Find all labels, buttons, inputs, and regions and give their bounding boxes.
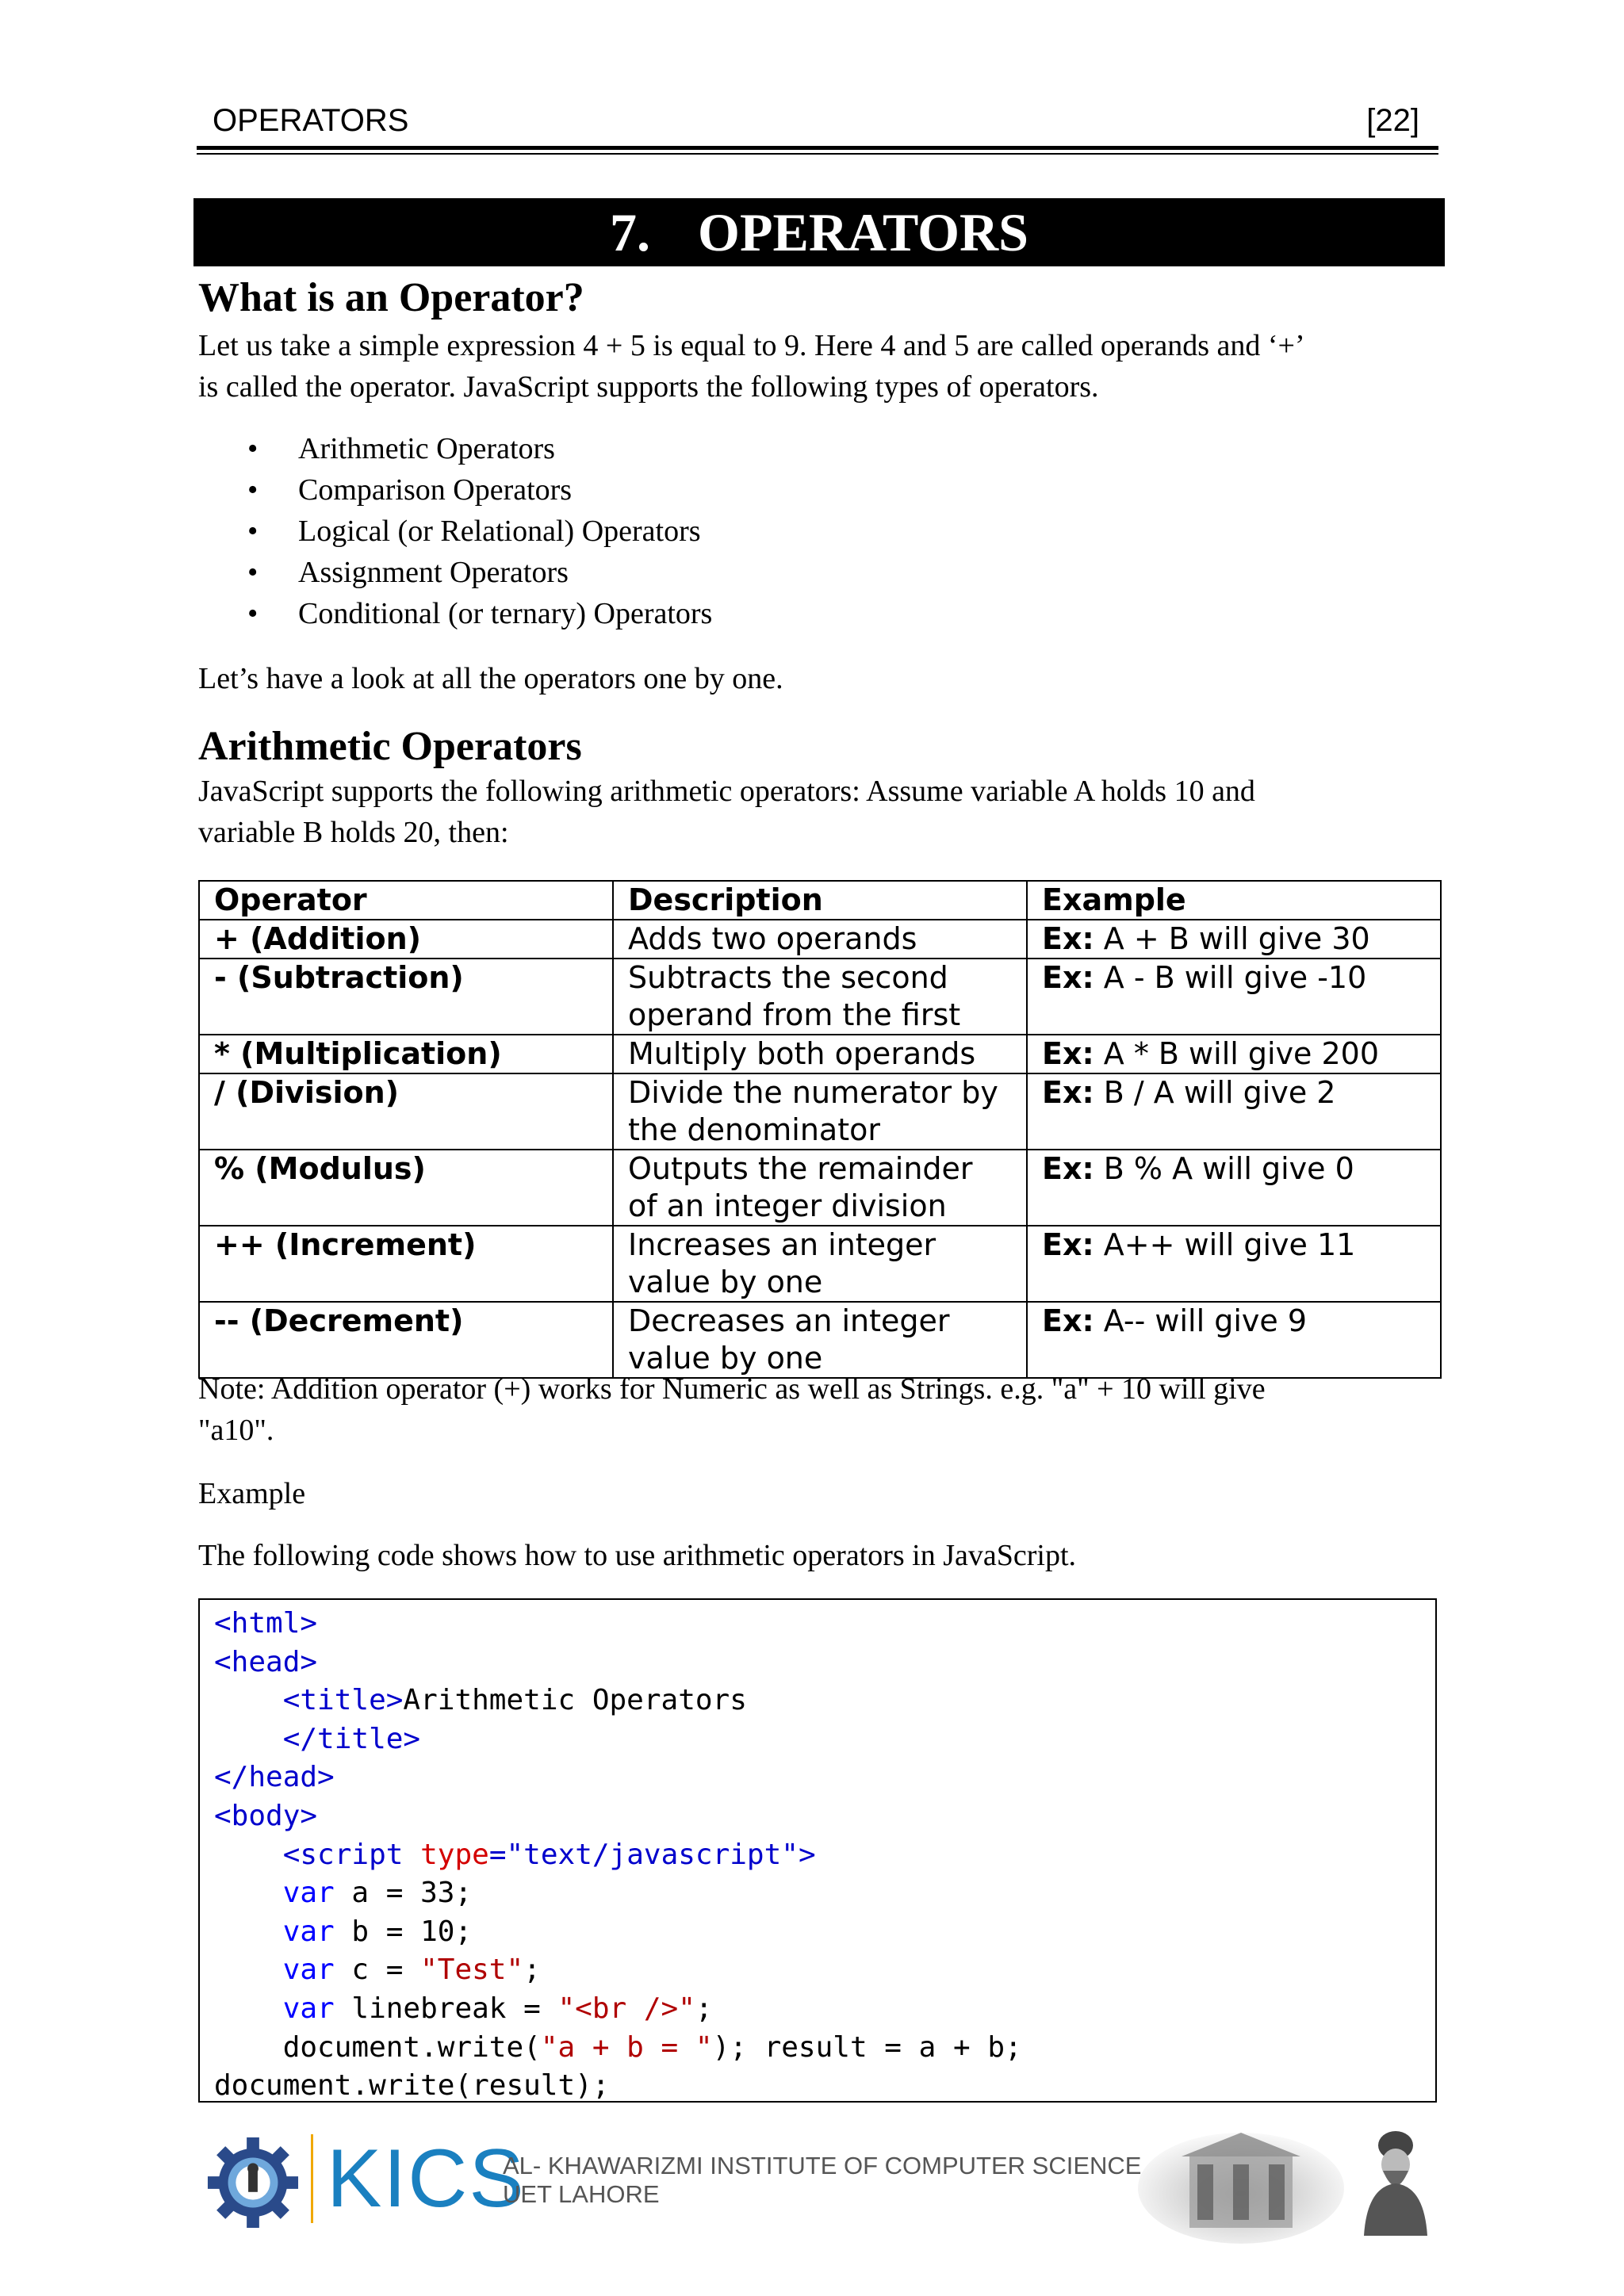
code-text: ; (695, 1992, 713, 2025)
section1-intro (198, 325, 1435, 408)
table-row (199, 920, 1441, 959)
bullet-icon: • (247, 515, 259, 548)
code-text: ); result = a + b; (712, 2030, 1022, 2064)
running-header-title: OPERATORS (213, 103, 409, 138)
description-line: Adds two operands (628, 921, 917, 956)
bullet-icon: • (247, 432, 259, 465)
section-heading-what-is-operator: What is an Operator? (198, 275, 584, 320)
section1-outro: Let’s have a look at all the operators one by one. (198, 662, 783, 695)
table-row (199, 1150, 1441, 1226)
description-cell (613, 1035, 1027, 1073)
column-header-example: Example (1027, 881, 1441, 920)
code-text: document.write( (282, 2030, 541, 2064)
operator-types-list (198, 428, 1308, 634)
list-item (198, 511, 1308, 552)
list-item-label: Conditional (or ternary) Operators (298, 597, 713, 630)
description-line: Outputs the remainder (628, 1151, 973, 1186)
bullet-icon: • (247, 473, 259, 507)
code-attribute: type (420, 1838, 489, 1871)
code-string: "Test" (420, 1954, 524, 1987)
code-line (214, 1836, 1421, 1875)
description-line: Divide the numerator by (628, 1075, 998, 1110)
code-line (214, 1758, 1421, 1797)
list-item-label: Arithmetic Operators (298, 432, 555, 465)
chapter-title: OPERATORS (698, 202, 1028, 262)
example-text: B % A will give 0 (1094, 1151, 1354, 1186)
description-line: value by one (628, 1341, 823, 1376)
code-attribute-value: "text/javascript"> (506, 1838, 816, 1871)
code-line (214, 2067, 1421, 2106)
code-keyword: var (282, 1877, 335, 1910)
table-row (199, 1073, 1441, 1150)
code-keyword: var (282, 1992, 335, 2025)
operator-cell: - (Subtraction) (199, 959, 613, 1035)
operator-cell: -- (Decrement) (199, 1302, 613, 1378)
table-row (199, 959, 1441, 1035)
description-cell (613, 1150, 1027, 1226)
section-heading-arithmetic: Arithmetic Operators (198, 724, 582, 769)
code-text: b = 10; (334, 1915, 473, 1948)
example-cell (1027, 1035, 1441, 1073)
operator-cell: / (Division) (199, 1073, 613, 1150)
table-row (199, 1226, 1441, 1302)
example-cell (1027, 1150, 1441, 1226)
section1-intro-line2: is called the operator. JavaScript supports the following types of operators. (198, 370, 1099, 404)
bullet-icon: • (247, 597, 259, 630)
code-keyword: var (282, 1954, 335, 1987)
example-label: Ex: (1042, 960, 1094, 995)
operator-cell: + (Addition) (199, 920, 613, 959)
code-tag: <title> (282, 1684, 404, 1717)
example-cell (1027, 920, 1441, 959)
operator-cell: ++ (Increment) (199, 1226, 613, 1302)
footer-separator (311, 2134, 313, 2223)
description-cell (613, 920, 1027, 959)
page-header (197, 100, 1434, 144)
code-block (198, 1598, 1437, 2103)
table-row (199, 1035, 1441, 1073)
code-line (214, 1874, 1421, 1913)
description-cell (613, 1226, 1027, 1302)
example-text: A + B will give 30 (1094, 921, 1370, 956)
chapter-number: 7. (610, 202, 651, 262)
table-header-row (199, 881, 1441, 920)
section2-intro-line1: JavaScript supports the following arithmetic operators: Assume variable A holds 10 and (198, 775, 1255, 808)
example-text: B / A will give 2 (1094, 1075, 1336, 1110)
code-text: Arithmetic Operators (403, 1684, 747, 1717)
code-string: "<br />" (557, 1992, 695, 2025)
gear-logo-icon (206, 2136, 300, 2229)
header-rule-thin (197, 153, 1438, 155)
description-line: the denominator (628, 1112, 880, 1147)
page-footer (198, 2125, 1443, 2244)
section2-intro (198, 771, 1435, 853)
code-line (214, 1797, 1421, 1836)
list-item (198, 593, 1308, 634)
example-text: A++ will give 11 (1094, 1227, 1356, 1262)
operator-cell: % (Modulus) (199, 1150, 613, 1226)
example-cell (1027, 1226, 1441, 1302)
example-label: Ex: (1042, 1303, 1094, 1338)
example-label: Ex: (1042, 921, 1094, 956)
example-cell (1027, 959, 1441, 1035)
table-row (199, 1302, 1441, 1378)
code-text: document.write(result); (214, 2069, 610, 2103)
example-intro: The following code shows how to use arithmetic operators in JavaScript. (198, 1539, 1077, 1572)
code-keyword: var (282, 1915, 335, 1948)
description-line: Decreases an integer (628, 1303, 950, 1338)
code-tag: </head> (214, 1761, 335, 1794)
institute-location: UET LAHORE (503, 2180, 660, 2208)
code-line (214, 2029, 1421, 2068)
operator-cell: * (Multiplication) (199, 1035, 613, 1073)
code-line (214, 1720, 1421, 1759)
code-tag: <script (282, 1838, 404, 1871)
code-line (214, 1605, 1421, 1644)
arithmetic-operators-table (198, 880, 1442, 1379)
code-tag: <head> (214, 1645, 318, 1678)
code-tag: <html> (214, 1607, 318, 1640)
description-cell (613, 959, 1027, 1035)
example-text: A * B will give 200 (1094, 1036, 1380, 1071)
code-line (214, 1913, 1421, 1952)
example-cell (1027, 1302, 1441, 1378)
institute-name: AL- KHAWARIZMI INSTITUTE OF COMPUTER SCIENCE (503, 2152, 1142, 2179)
note-line2: "a10". (198, 1414, 274, 1447)
list-item-label: Comparison Operators (298, 473, 573, 507)
code-line (214, 1682, 1421, 1720)
description-line: of an integer division (628, 1188, 947, 1223)
description-cell (613, 1302, 1027, 1378)
code-text: c = (334, 1954, 421, 1987)
example-label: Ex: (1042, 1227, 1094, 1262)
code-tag: = (488, 1838, 507, 1871)
chapter-title-bar (193, 198, 1445, 266)
code-text: linebreak = (334, 1992, 558, 2025)
section1-intro-line1: Let us take a simple expression 4 + 5 is equal to 9. Here 4 and 5 are called operands and ‘+’ (198, 329, 1305, 362)
code-line (214, 1644, 1421, 1682)
list-item-label: Assignment Operators (298, 556, 569, 589)
kics-logo: KICS (327, 2133, 526, 2225)
code-line (214, 1951, 1421, 1990)
note-line1: Note: Addition operator (+) works for Numeric as well as Strings. e.g. "a" + 10 will give (198, 1372, 1266, 1406)
column-header-operator: Operator (199, 881, 613, 920)
section2-intro-line2: variable B holds 20, then: (198, 816, 509, 849)
code-text: ; (523, 1954, 541, 1987)
code-tag: </title> (282, 1722, 421, 1755)
example-text: A-- will give 9 (1094, 1303, 1308, 1338)
description-line: operand from the first (628, 997, 961, 1032)
code-string: "a + b = " (540, 2030, 713, 2064)
note-paragraph (198, 1368, 1435, 1451)
description-line: Multiply both operands (628, 1036, 976, 1071)
description-line: value by one (628, 1265, 823, 1299)
code-text: a = 33; (334, 1877, 473, 1910)
description-line: Increases an integer (628, 1227, 936, 1262)
description-line: Subtracts the second (628, 960, 948, 995)
code-tag: <body> (214, 1799, 318, 1832)
example-label: Ex: (1042, 1151, 1094, 1186)
example-label: Ex: (1042, 1036, 1094, 1071)
header-rule-thick (197, 146, 1438, 150)
list-item (198, 469, 1308, 511)
example-label-text: Example (198, 1477, 306, 1510)
example-text: A - B will give -10 (1094, 960, 1367, 995)
list-item (198, 428, 1308, 469)
example-label: Ex: (1042, 1075, 1094, 1110)
description-cell (613, 1073, 1027, 1150)
page-number: [22] (1366, 103, 1419, 138)
building-illustration-icon (1134, 2125, 1348, 2244)
bullet-icon: • (247, 556, 259, 589)
example-cell (1027, 1073, 1441, 1150)
list-item (198, 552, 1308, 593)
portrait-illustration-icon (1356, 2125, 1435, 2236)
code-line (214, 1990, 1421, 2029)
column-header-description: Description (613, 881, 1027, 920)
list-item-label: Logical (or Relational) Operators (298, 515, 701, 548)
